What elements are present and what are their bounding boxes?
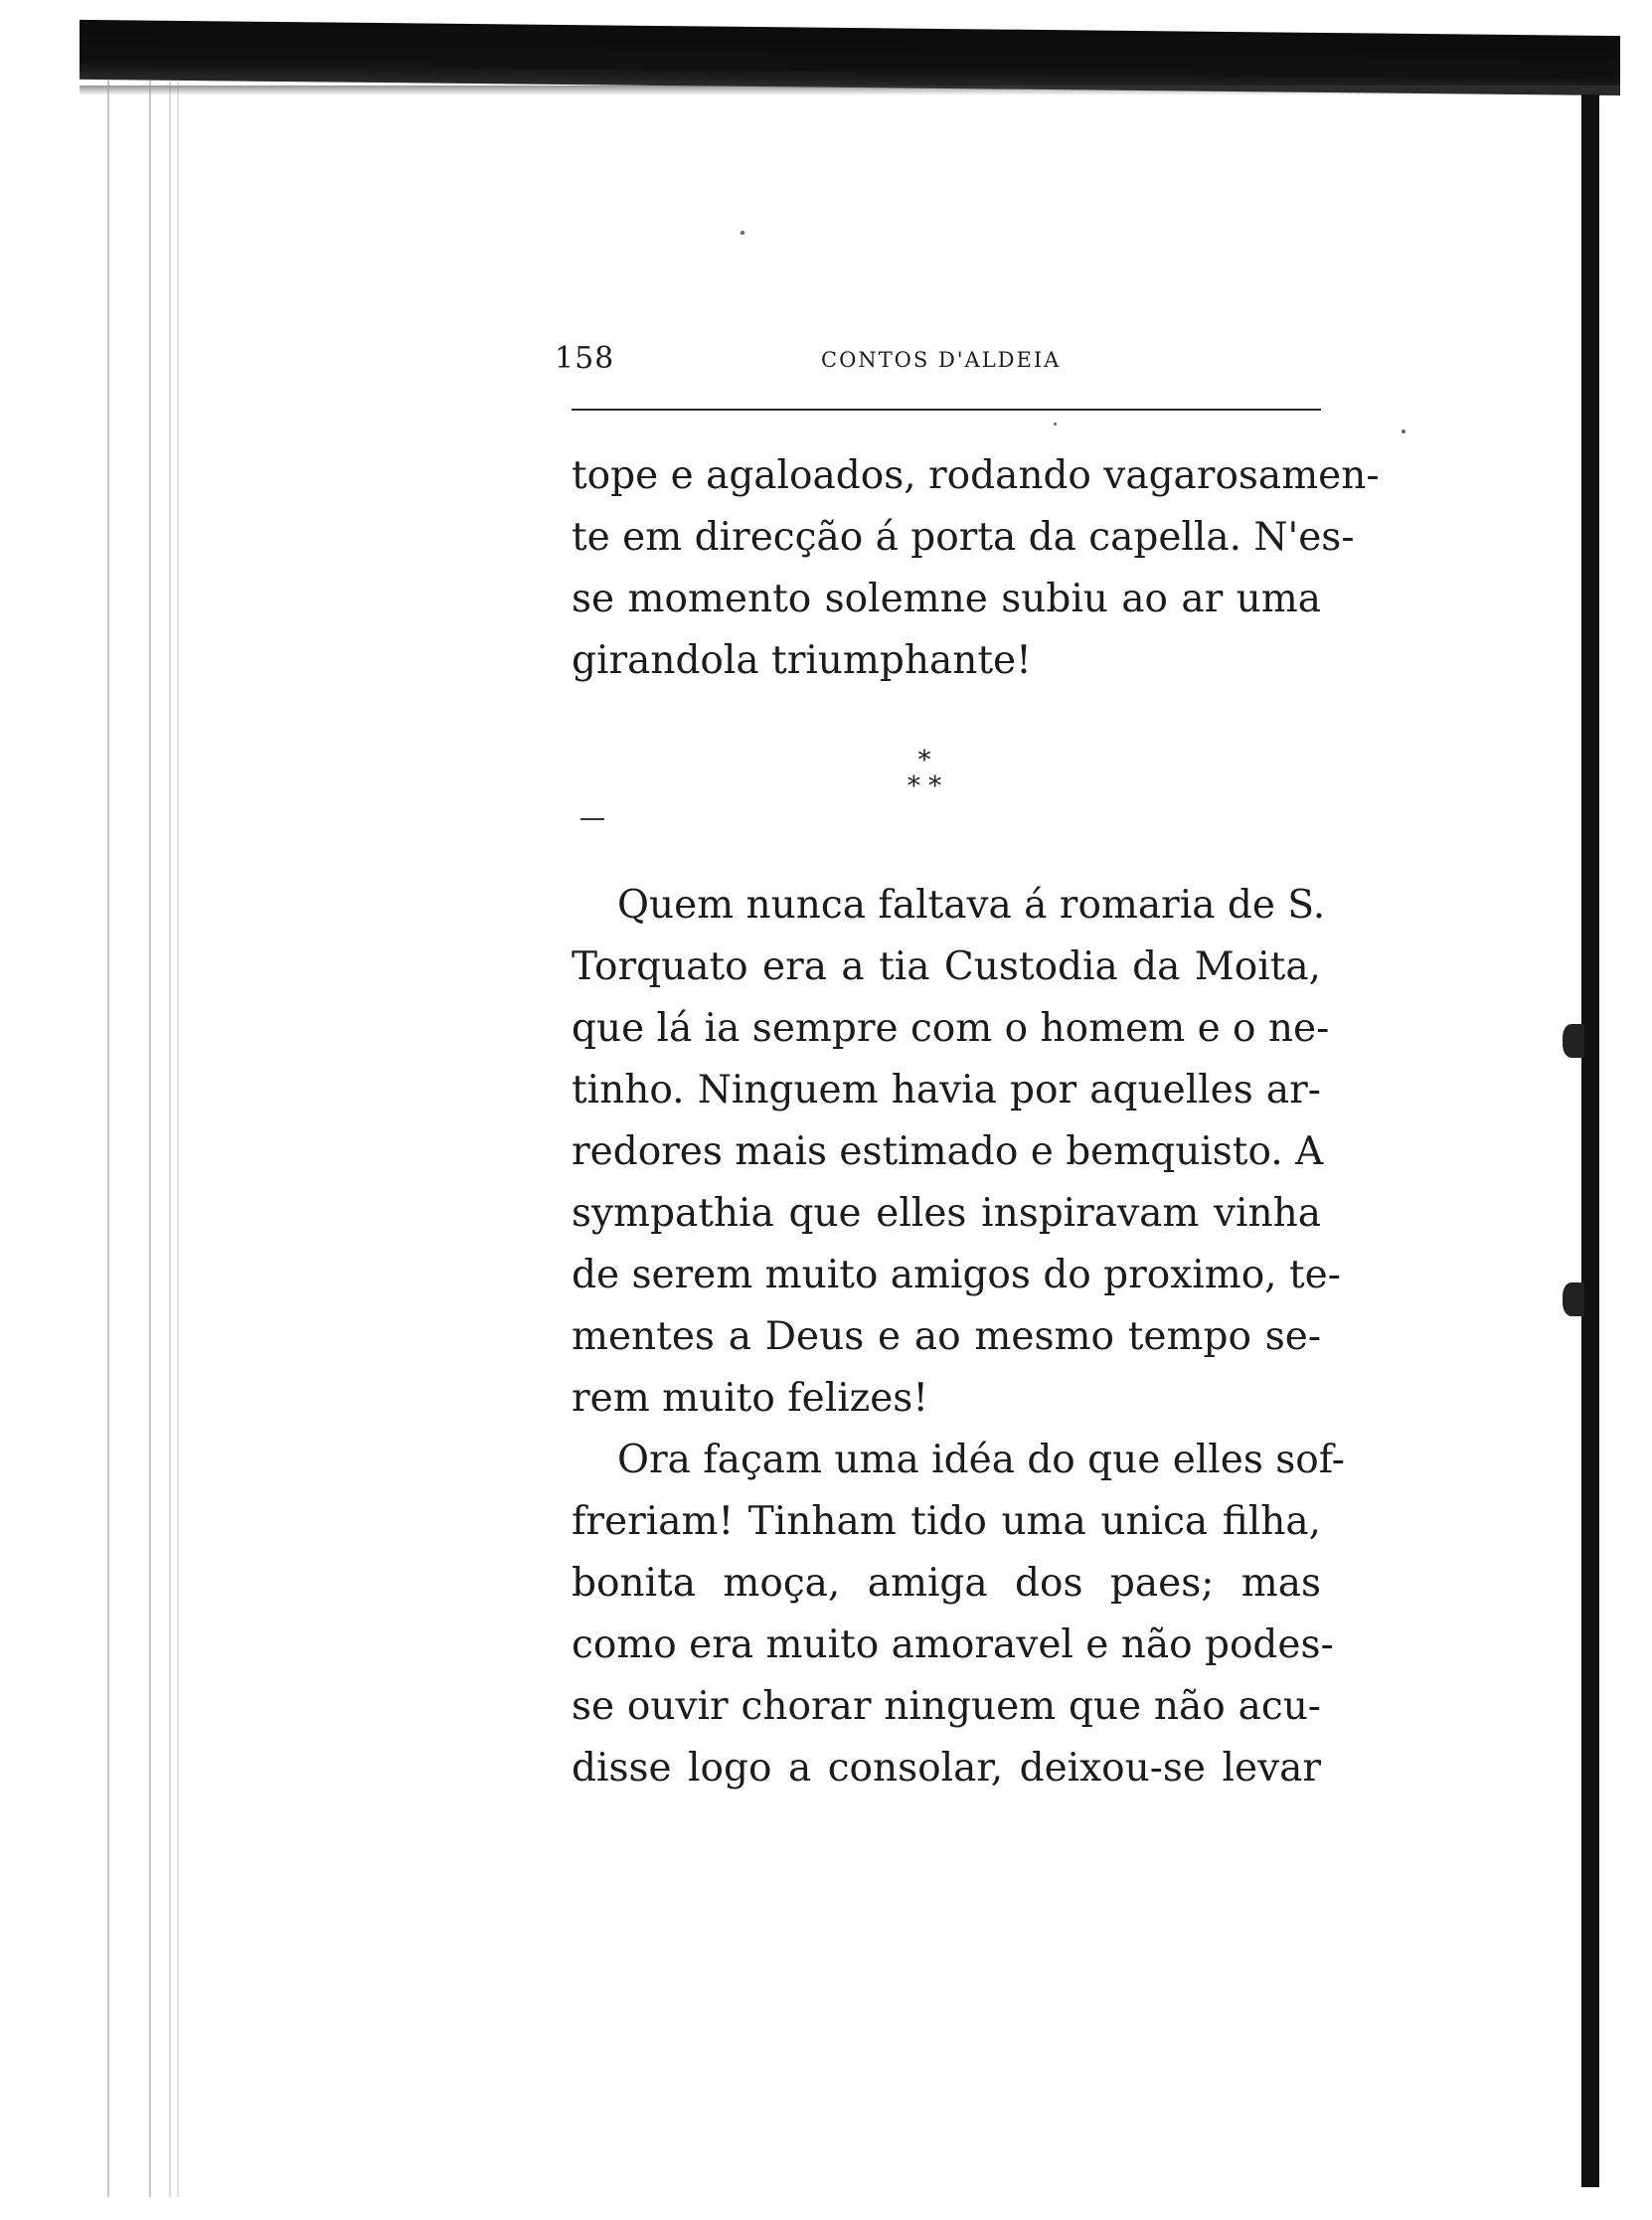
text-line: rem muito felizes! [572, 1376, 928, 1421]
text-line: Torquato era a tia Custodia da Moita, [572, 944, 1321, 989]
text-line: se momento solemne subiu ao ar uma [572, 577, 1321, 621]
scan-left-gutter-line [107, 80, 109, 2197]
running-title: CONTOS D'ALDEIA [821, 348, 1062, 372]
text-line: redores mais estimado e bemquisto. A [572, 1129, 1324, 1174]
text-line: que lá ia sempre com o homem e o ne- [572, 1006, 1330, 1051]
text-line: girandola triumphante! [572, 638, 1032, 683]
scan-speck [1054, 423, 1057, 426]
text-line: disse logo a consolar, deixou-se levar [572, 1746, 1321, 1791]
scan-left-gutter-line [169, 80, 171, 2197]
stray-dash-mark [580, 818, 604, 820]
scan-top-shadow-fade [80, 85, 1620, 95]
asterism-separator [865, 748, 984, 817]
text-line: Ora façam uma idéa do que elles sof- [617, 1438, 1345, 1482]
text-line: sympathia que elles inspiravam vinha [572, 1191, 1321, 1236]
text-line: freriam! Tinham tido uma unica filha, [572, 1499, 1321, 1544]
scan-right-notch [1563, 1024, 1584, 1058]
text-line: bonita moça, amiga dos paes; mas [572, 1561, 1321, 1606]
text-line: Quem nunca faltava á romaria de S. [617, 883, 1326, 928]
scan-speck [1402, 429, 1405, 433]
asterism-top: * [917, 746, 931, 775]
text-line: de serem muito amigos do proximo, te- [572, 1253, 1341, 1297]
header-rule [572, 409, 1321, 411]
scan-left-gutter-line [149, 80, 151, 2197]
scan-left-gutter-line [177, 80, 179, 2197]
text-line: tinho. Ninguem havia por aquelles ar- [572, 1068, 1321, 1112]
text-line: como era muito amoravel e não podes- [572, 1622, 1334, 1667]
asterism-bottom: * * [907, 771, 942, 801]
scan-top-shadow [80, 20, 1620, 95]
page-number: 158 [555, 341, 615, 376]
text-line: tope e agaloados, rodando vagarosamen- [572, 453, 1380, 498]
text-line: se ouvir chorar ninguem que não acu- [572, 1684, 1321, 1729]
text-line: te em direcção á porta da capella. N'es- [572, 515, 1355, 560]
scan-right-edge [1581, 94, 1599, 2187]
scan-speck [741, 231, 744, 235]
text-line: mentes a Deus e ao mesmo tempo se- [572, 1314, 1321, 1359]
scan-right-notch [1563, 1282, 1584, 1316]
